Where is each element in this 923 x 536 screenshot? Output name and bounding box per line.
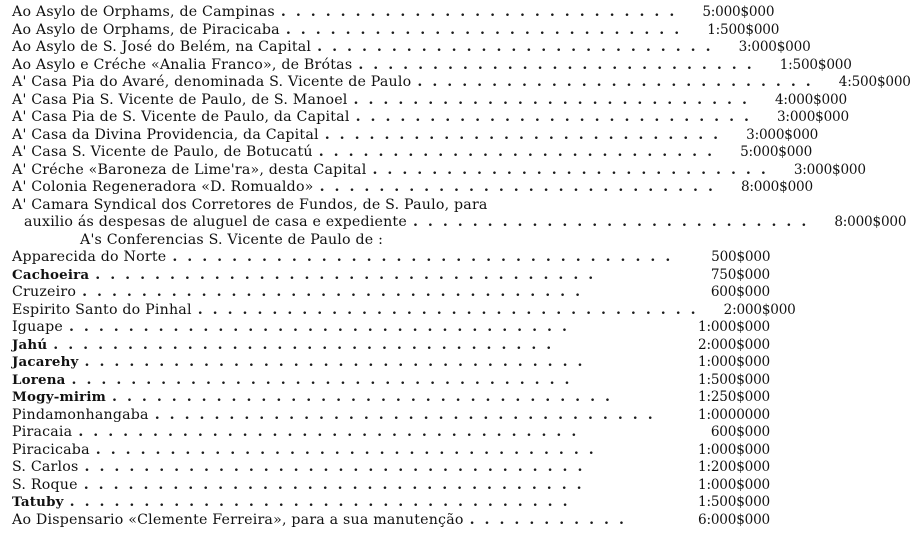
conferencia-label: S. Carlos [12,459,79,476]
leader-dots: .................................. [82,284,591,301]
entry-amount: 1:500$000 [779,56,852,73]
leader-dots: ........................... [412,214,817,231]
ledger-row [0,144,813,162]
leader-dots: .................................. [69,494,578,511]
entry-label: A' Casa S. Vicente de Paulo, de Botucatú [12,144,313,161]
conferencia-amount: 500$000 [711,249,771,266]
leader-dots: .................................. [68,319,577,336]
conferencia-label: Jahú [12,336,48,353]
entry-label: A' Colonia Regeneradora «D. Romualdo» [12,179,314,196]
entry-label: Ao Asylo de S. José do Belém, na Capital [12,39,312,56]
conferencia-label: Mogy-mirim [12,389,107,406]
conferencia-label: Jacarehy [12,354,79,371]
conferencia-row [0,319,782,337]
conferencias-heading: A's Conferencias S. Vicente de Paulo de : [80,231,384,248]
entry-amount: 3:000$000 [746,126,819,143]
leader-dots: .................................. [154,406,663,423]
conferencia-amount: 1:500$000 [698,371,770,388]
entry-amount: 3:000$000 [776,109,849,126]
leader-dots: .................................. [71,371,580,388]
conferencia-label: Cachoeira [12,266,90,283]
dispensario-row [0,512,782,530]
leader-dots: ........................... [280,4,685,21]
conferencia-label: Tatuby [12,494,64,511]
entry-label: A' Casa Pia de S. Vicente de Paulo, da Capital [12,109,350,126]
ledger-row [0,91,847,110]
camara-row-line1 [0,197,782,215]
conferencia-row [0,372,782,390]
ledger-row [0,179,813,197]
leader-dots: ........................... [318,144,723,161]
ledger-list [0,4,911,529]
ledger-row [0,161,866,180]
leader-dots: ........................... [358,56,762,73]
leader-dots: .................................. [95,266,604,283]
leader-dots: ........................... [317,39,721,56]
conferencia-label: Piracaia [12,424,73,441]
conferencia-amount: 750$000 [710,266,770,283]
conferencia-amount: 2:000$000 [723,301,796,318]
entry-label: A' Casa Pia S. Vicente de Paulo, de S. Manoel [12,91,348,108]
conferencia-row [0,494,782,512]
entry-amount: 5:000$000 [740,144,813,161]
conferencia-label: Pindamonhangaba [12,406,149,423]
conferencia-row [0,267,782,285]
entry-label: Ao Asylo e Créche «Analia Franco», de Brótas [12,56,353,73]
entry-label: Ao Asylo de Orphams, de Piracicaba [12,21,280,38]
entry-label: Ao Asylo de Orphams, de Campinas [12,4,275,21]
conferencia-amount: 1:000$000 [698,441,770,458]
camara-label-line1: A' Camara Syndical dos Corretores de Fundos, de S. Paulo, para [12,196,488,213]
conferencia-amount: 1:250$000 [698,389,770,406]
conferencia-label: Lorena [12,371,66,388]
conferencia-row [0,249,782,267]
leader-dots: .................................. [84,459,593,476]
conferencia-amount: 600$000 [710,424,770,441]
conferencia-row [0,337,782,355]
entry-amount: 4:000$000 [774,91,847,108]
conferencia-row [0,301,796,320]
leader-dots: .................................. [78,424,587,441]
conferencia-amount: 1:500$000 [698,494,770,511]
ledger-row [0,4,782,22]
entry-label: A' Créche «Baroneza de Lime'ra», desta Capital [12,161,367,178]
ledger-row [0,56,852,75]
leader-dots: ........................... [324,126,729,143]
conferencia-row [0,354,782,372]
conferencia-row [0,442,782,460]
leader-dots: ........................... [355,109,759,126]
conferencia-amount: 1:0000000 [698,406,770,423]
conferencia-row [0,477,782,495]
leader-dots: ........................... [319,179,723,196]
leader-dots: .................................. [112,389,620,406]
conferencia-amount: 1:200$000 [698,459,770,476]
entry-label: A' Casa da Divina Providencia, da Capital [12,126,319,143]
leader-dots: ........................... [353,91,757,108]
conferencia-amount: 600$000 [710,284,770,301]
camara-label-line2: auxilio ás despesas de aluguel de casa e expediente [24,214,407,231]
conferencia-amount: 1:000$000 [698,476,770,493]
conferencia-row [0,459,782,477]
entry-amount: 5:000$000 [702,4,775,21]
conferencia-label: Iguape [12,319,63,336]
conferencia-amount: 1:000$000 [698,319,770,336]
ledger-row [0,109,849,127]
entry-amount: 3:000$000 [738,39,811,56]
leader-dots: .................................. [83,476,592,493]
ledger-row [0,39,811,57]
leader-dots: .................................. [197,301,706,318]
ledger-row [0,74,911,92]
conferencia-label: Cruzeiro [12,284,77,301]
conferencia-label: Espirito Santo do Pinhal [12,301,192,318]
leader-dots: ........................... [417,74,821,91]
ledger-row [0,22,782,40]
camara-row-line2 [0,214,907,232]
leader-dots: ........................... [372,161,776,178]
entry-label: A' Casa Pia do Avaré, denominada S. Vicente de Paulo [12,74,412,91]
dispensario-label: Ao Dispensario «Clemente Ferreira», para a sua manutenção [12,511,464,528]
conferencia-label: Piracicaba [12,441,90,458]
conferencia-label: S. Roque [12,476,78,493]
leader-dots: .................................. [53,336,562,353]
ledger-row [0,126,819,145]
conferencia-amount: 2:000$000 [698,336,770,353]
conferencia-label: Apparecida do Norte [12,249,167,266]
conferencia-row [0,284,782,302]
leader-dots: .................................. [95,441,604,458]
entry-amount: 8:000$000 [740,179,813,196]
entry-amount: 1:500$000 [707,21,780,38]
leader-dots: .................................. [84,354,593,371]
dispensario-amount: 6:000$000 [698,511,770,528]
camara-amount: 8:000$000 [834,214,907,231]
entry-amount: 3:000$000 [793,161,866,178]
conferencia-row [0,424,782,442]
conferencia-row [0,389,782,407]
conferencia-row [0,407,782,425]
leader-dots: ........... [469,511,634,528]
entry-amount: 4:500$000 [838,74,911,91]
conferencia-amount: 1:000$000 [698,354,770,371]
leader-dots: .................................. [172,249,681,266]
conferencias-heading-row [0,232,782,250]
leader-dots: ........................... [285,21,690,38]
